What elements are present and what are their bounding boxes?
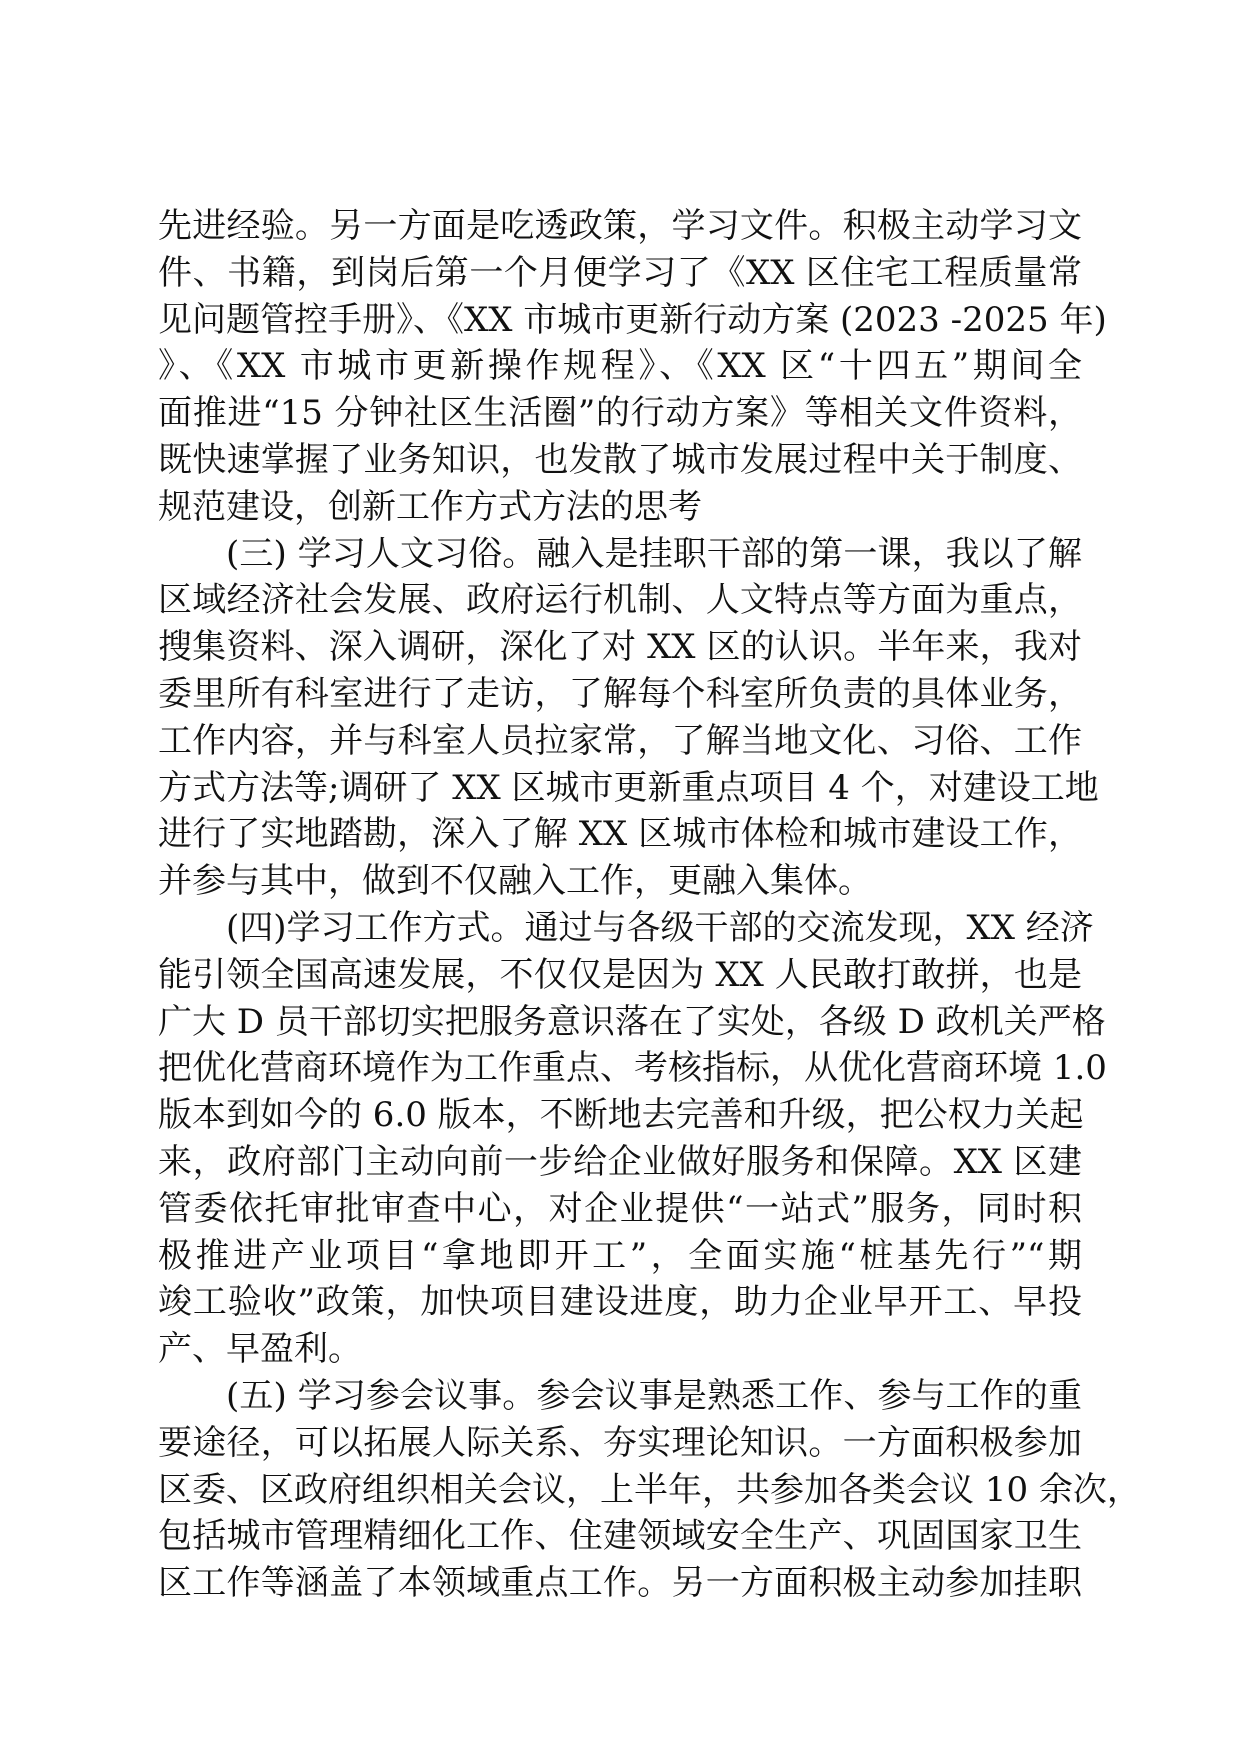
text-line: 》、《XX 市城市更新操作规程》、《XX 区“十四五”期间全	[158, 346, 1082, 387]
text-line: 能引领全国高速发展，不仅仅是因为 XX 人民敢打敢拼，也是	[158, 954, 1082, 995]
text-line: 进行了实地踏勘，深入了解 XX 区城市体检和城市建设工作，	[158, 814, 1082, 855]
text-line: 既快速掌握了业务知识，也发散了城市发展过程中关于制度、	[158, 439, 1082, 480]
text-line: 区工作等涵盖了本领域重点工作。另一方面积极主动参加挂职	[158, 1563, 1082, 1604]
text-line: 见问题管控手册》、《XX 市城市更新行动方案 (2023 -2025 年)	[158, 299, 1107, 340]
text-line: 产、早盈利。	[158, 1329, 362, 1370]
text-line: 来，政府部门主动向前一步给企业做好服务和保障。XX 区建	[158, 1141, 1082, 1182]
text-line: 极推进产业项目“拿地即开工”，全面实施“桩基先行”“期	[158, 1235, 1082, 1276]
text-line: 规范建设，创新工作方式方法的思考	[158, 486, 702, 527]
text-line: 管委依托审批审查中心，对企业提供“一站式”服务，同时积	[158, 1188, 1082, 1229]
text-line: 件、书籍，到岗后第一个月便学习了《XX 区住宅工程质量常	[158, 252, 1082, 293]
paragraph-first-line: (三) 学习人文习俗。融入是挂职干部的第一课，我以了解	[226, 533, 1082, 574]
text-line: 区委、区政府组织相关会议，上半年，共参加各类会议 10 余次，	[158, 1469, 1141, 1510]
text-line: 先进经验。另一方面是吃透政策，学习文件。积极主动学习文	[158, 206, 1082, 246]
text-line: 并参与其中，做到不仅融入工作，更融入集体。	[158, 861, 872, 902]
text-line: 包括城市管理精细化工作、住建领域安全生产、巩固国家卫生	[158, 1516, 1082, 1557]
text-line: 竣工验收”政策，加快项目建设进度，助力企业早开工、早投	[158, 1282, 1082, 1323]
text-line: 要途径，可以拓展人际关系、夯实理论知识。一方面积极参加	[158, 1422, 1082, 1463]
text-line: 搜集资料、深入调研，深化了对 XX 区的认识。半年来，我对	[158, 627, 1082, 668]
text-line: 把优化营商环境作为工作重点、考核指标，从优化营商环境 1.0	[158, 1048, 1107, 1089]
text-line: 广大 D 员干部切实把服务意识落在了实处，各级 D 政机关严格	[158, 1001, 1106, 1042]
text-line: 工作内容，并与科室人员拉家常，了解当地文化、习俗、工作	[158, 720, 1082, 761]
text-line: 委里所有科室进行了走访，了解每个科室所负责的具体业务，	[158, 673, 1082, 714]
paragraph-first-line: (四)学习工作方式。通过与各级干部的交流发现，XX 经济	[226, 907, 1094, 948]
text-line: 方式方法等;调研了 XX 区城市更新重点项目 4 个，对建设工地	[158, 767, 1099, 808]
text-line: 区域经济社会发展、政府运行机制、人文特点等方面为重点，	[158, 580, 1082, 621]
text-line: 版本到如今的 6.0 版本，不断地去完善和升级，把公权力关起	[158, 1095, 1084, 1136]
body-text	[158, 203, 1141, 1607]
paragraph-first-line: (五) 学习参会议事。参会议事是熟悉工作、参与工作的重	[226, 1375, 1082, 1416]
text-line: 面推进“15 分钟社区生活圈”的行动方案》等相关文件资料，	[158, 393, 1082, 434]
